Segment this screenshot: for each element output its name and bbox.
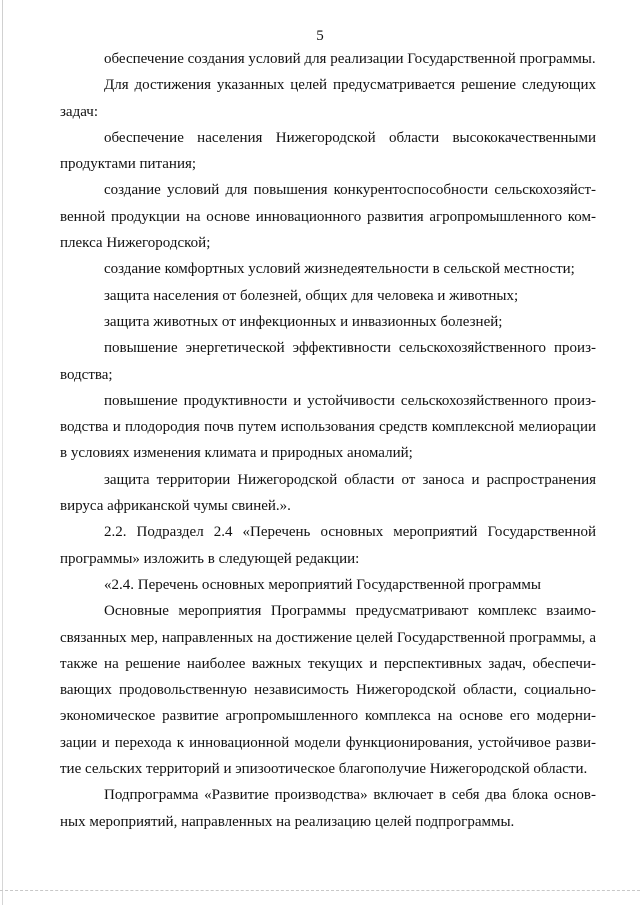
paragraph-11: 2.2. Подраздел 2.4 «Перечень основных мероприятий Государственной программы» изложить в следующей редакции: xyxy=(60,524,596,567)
paragraph-8: повышение энергетической эффективности сельскохозяйственного производства; xyxy=(60,340,596,383)
section-heading: «2.4. Перечень основных мероприятий Государственной программы xyxy=(104,576,541,593)
page-number: 5 xyxy=(316,28,324,44)
paragraph-7: защита животных от инфекционных и инвазионных болезней; xyxy=(104,313,503,330)
paragraph-10: защита территории Нижегородской области от заноса и распространения вируса африканской чумы свиней.». xyxy=(60,471,596,515)
paragraph-1: обеспечение создания условий для реализации Государственной программы. xyxy=(104,51,596,67)
paragraph-4: создание условий для повышения конкурентоспособности сельскохозяйственной продукции на основе инновационного развития агропромышленного комплекса Нижегородской; xyxy=(60,182,596,252)
scan-bottom-edge xyxy=(0,889,640,891)
paragraph-2: Для достижения указанных целей предусматривается решение следующих задач: xyxy=(60,77,596,120)
paragraph-14: Подпрограмма «Развитие производства» включает в себя два блока основных мероприятий, направленных на реализацию целей подпрограммы. xyxy=(60,787,596,830)
paragraph-3: обеспечение населения Нижегородской области высококачественными продуктами питания; xyxy=(60,129,596,173)
paragraph-5: создание комфортных условий жизнедеятельности в сельской местности; xyxy=(104,261,575,278)
document-body xyxy=(60,46,596,835)
paragraph-13: Основные мероприятия Программы предусматривают комплекс взаимосвязанных мер, направленных на достижение целей Государственной программы, а также на решение наиболее важных текущих и перспективных задач, обеспечивающих продовольственную независимость Нижегородской области, социально-экономическое развитие агропромышленного комплекса на основе его модернизации и перехода к инновационной модели функционирования, устойчивое развитие сельских территорий и эпизоотическое благополучие Нижегородской области. xyxy=(60,603,596,778)
scan-left-edge xyxy=(2,0,3,905)
paragraph-9: повышение продуктивности и устойчивости сельскохозяйственного производства и плодородия почв путем использования средств комплексной мелиорации в условиях изменения климата и природных аномалий; xyxy=(60,392,596,462)
paragraph-6: защита населения от болезней, общих для человека и животных; xyxy=(104,287,519,304)
